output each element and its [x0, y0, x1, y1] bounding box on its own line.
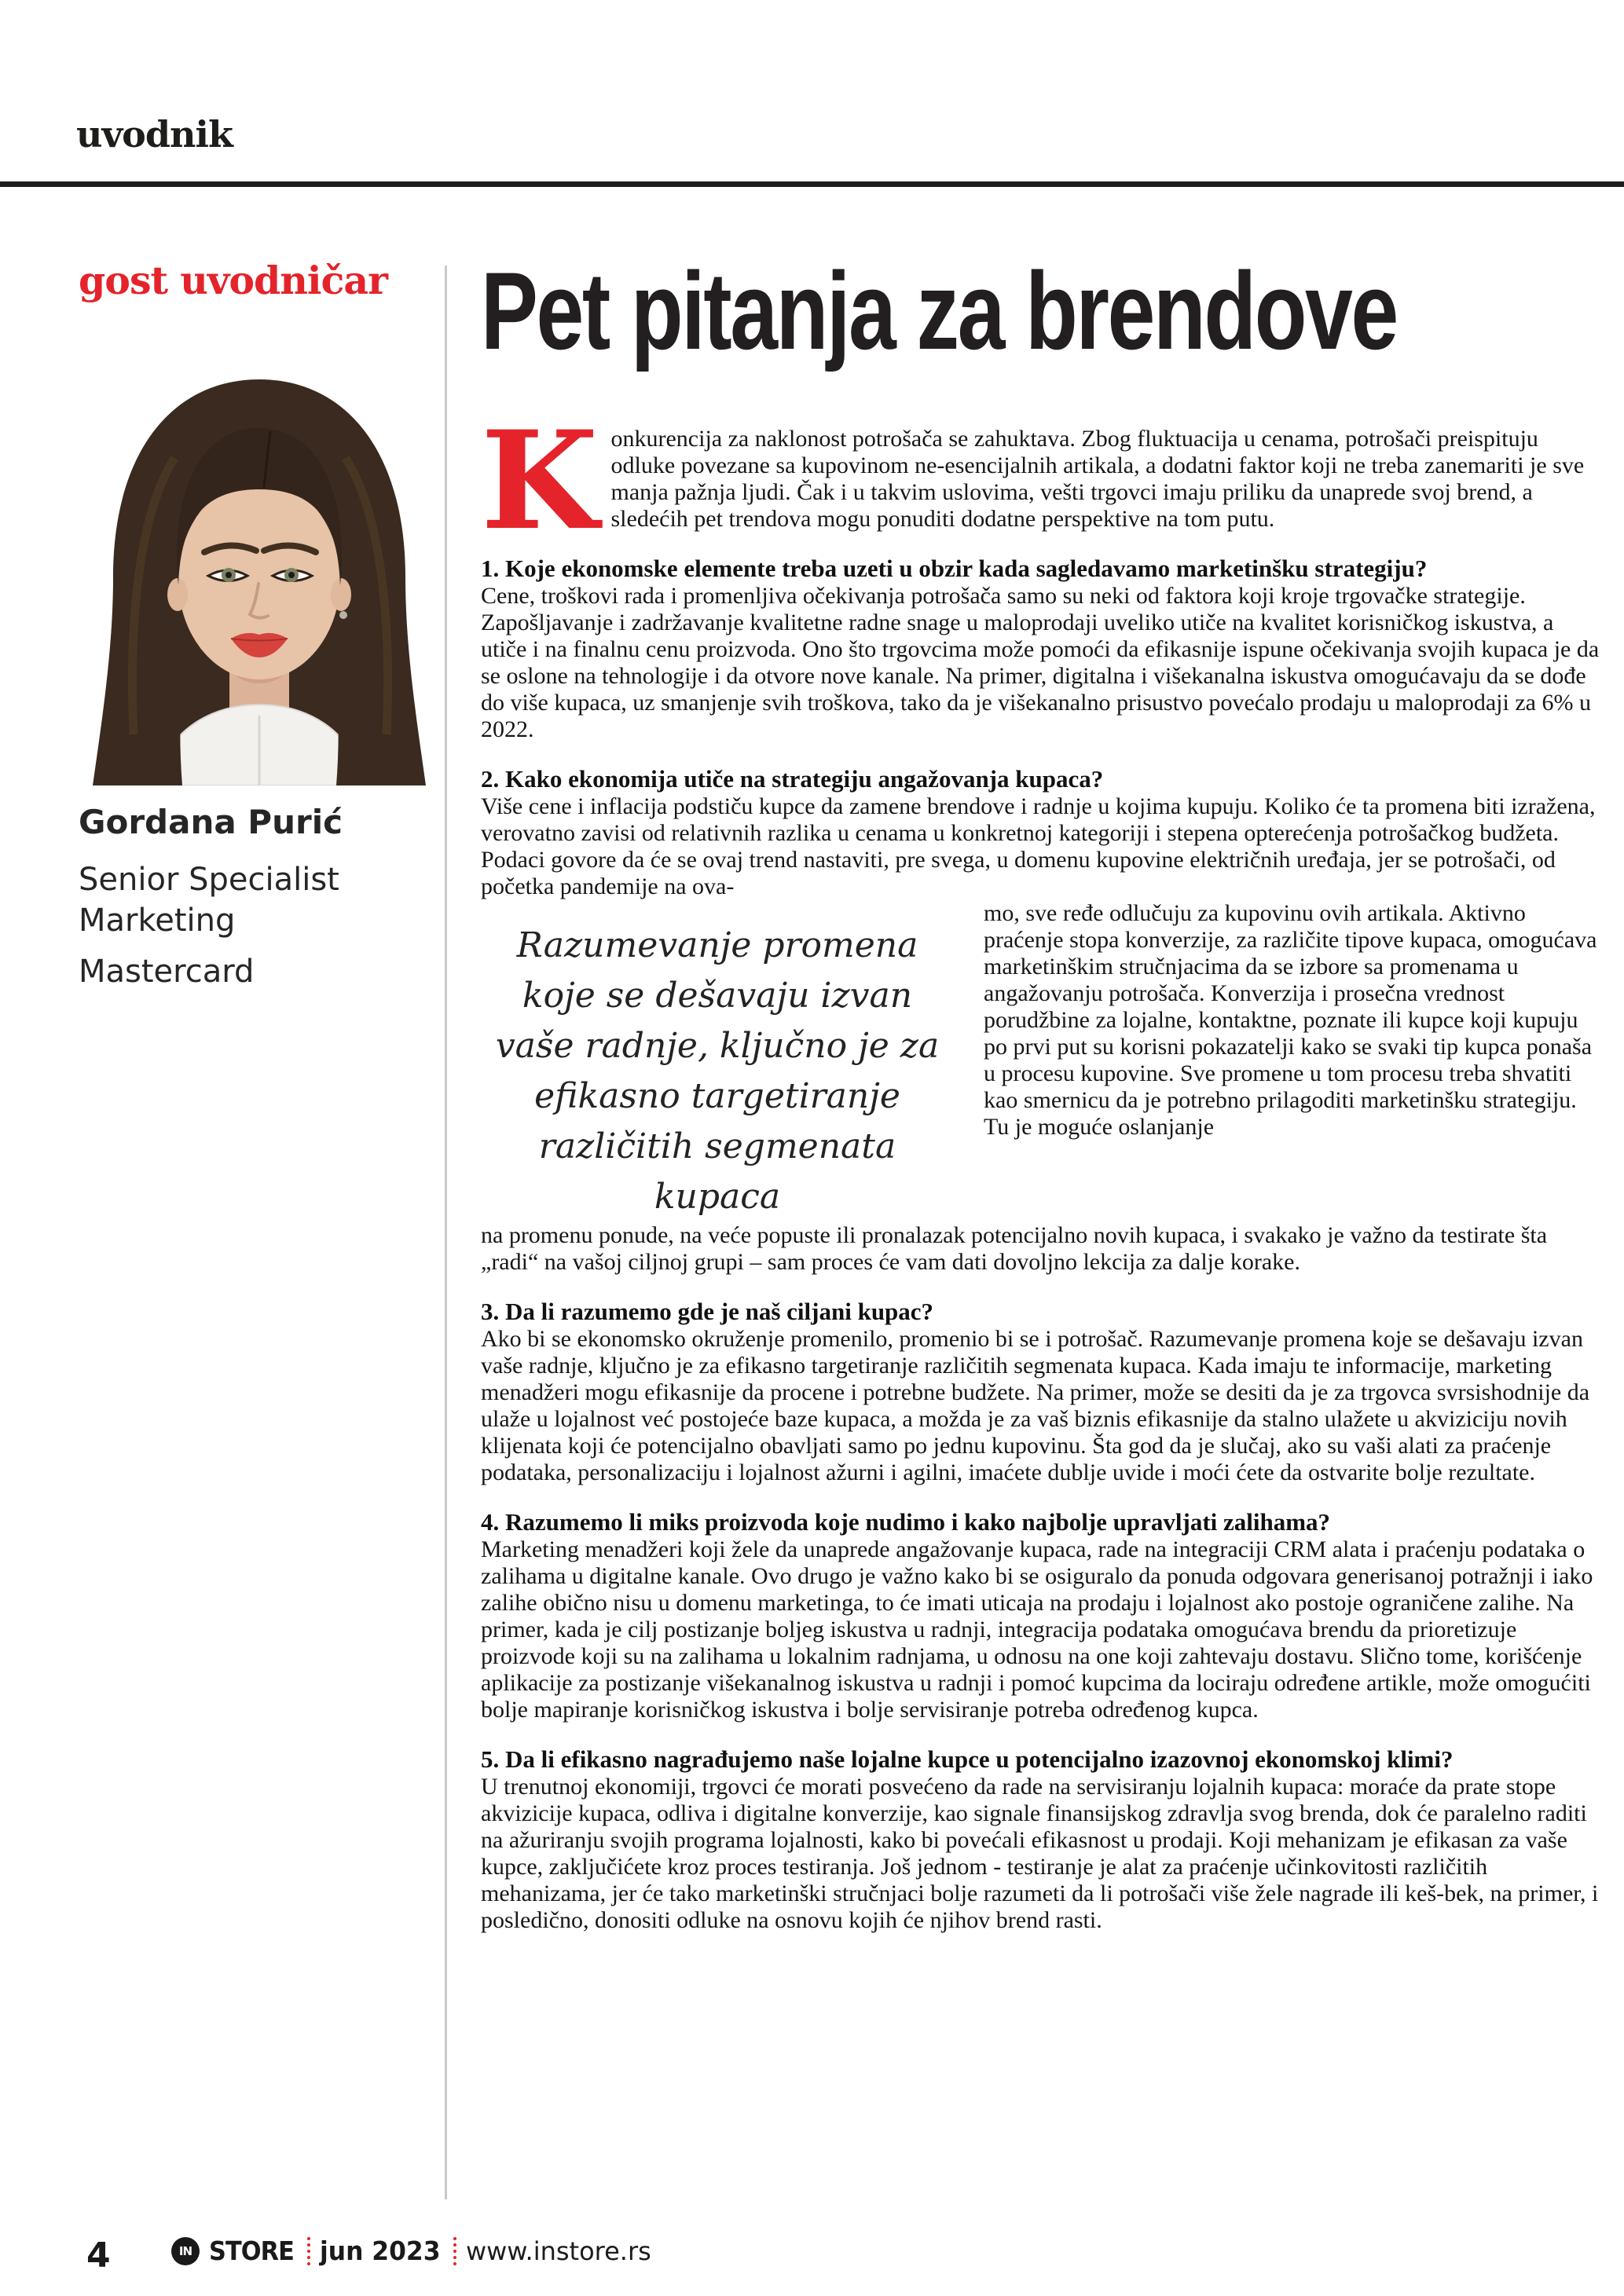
question-4-heading: 4. Razumemo li miks proizvoda koje nudimo i kako najbolje upravljati zalihama?: [481, 1508, 1331, 1536]
pull-quote: Razumevanje promena koje se dešavaju izvan vaše radnje, ključno je za efikasno targetiranje različitih segmenata kupaca: [495, 925, 940, 1217]
author-photo: [79, 350, 440, 785]
author-company: Mastercard: [79, 954, 255, 990]
question-2-body-top: Više cene i inflacija podstiču kupce da zamene brendove i radnje u kojima kupuju. Koliko će ta promena biti izražena, verovatno zavisi od relativnih razlika u cenama u konkretnoj kategoriji i stepena opterećenja potrošačkog budžeta. Podaci govore da će se ovaj trend nastaviti, pre svega, u domenu kupovine električnih uređaja, jer se potrošači, od početka pandemije na ova-: [481, 793, 1596, 899]
column-divider: [445, 265, 447, 2199]
question-2-heading: 2. Kako ekonomija utiče na strategiju angažovanja kupaca?: [481, 765, 1104, 793]
question-2-body-side: mo, sve ređe odlučuju za kupovinu ovih artikala. Aktivno praćenje stopa konverzije, za različite tipove kupaca, omogućava marketinškim stručnjacima da se izbore sa promenama u angažovanju potrošača. Konverzija i prosečna vrednost porudžbine za lojalne, kontaktne, poznate ili kupce koji kupuju po prvi put su korisni pokazatelji kako se svaki tip kupca ponaša u procesu kupovine. Sve promene u tom procesu treba shvatiti kao smernicu da je potrebno prilagoditi marketinšku strategiju. Tu je moguće oslanjanje: [984, 900, 1597, 1140]
instore-logo-icon: IN: [171, 2237, 200, 2265]
website-link[interactable]: www.instore.rs: [465, 2236, 651, 2266]
dropcap-letter: K: [481, 401, 599, 560]
intro-paragraph: [481, 401, 1600, 560]
footer-brand: [171, 2236, 651, 2266]
dotted-separator: [307, 2237, 310, 2265]
kicker-gost-uvodnicar: gost uvodničar: [79, 258, 387, 303]
top-rule-divider: [0, 181, 1624, 187]
author-role: Senior Specialist Marketing: [79, 862, 339, 939]
article: [481, 249, 1600, 1934]
question-5-heading: 5. Da li efikasno nagrađujemo naše lojalne kupce u potencijalno izazovnoj ekonomskoj klimi?: [481, 1745, 1454, 1773]
page-number: 4: [86, 2236, 111, 2276]
article-headline: Pet pitanja za brendove: [481, 249, 1397, 372]
question-5-body: U trenutnoj ekonomiji, trgovci će morati posvećeno da rade na servisiranju lojalnih kupaca: moraće da prate stope akvizicije kupaca, odliva i digitalne konverzije, kao signale finansijskog zdravlja svog brenda, dok će paralelno raditi na ažuriranju svojih programa lojalnosti, kako bi povećali efikasnost u prodaji. Koji mehanizam je efikasan za vaše kupce, zaključićete kroz proces testiranja. Još jednom - testiranje je alat za praćenje učinkovitosti različitih mehanizama, jer će tako marketinški stručnjaci bolje razumeti da li potrošači više žele nagrade ili keš-bek, na primer, i posledično, donositi odluke na osnovu kojih će njihov brend rasti.: [481, 1774, 1599, 1933]
question-1-body: Cene, troškovi rada i promenljiva očekivanja potrošača samo su neki od faktora koji kroje trgovačke strategije. Zapošljavanje i zadržavanje kvalitetne radne snage u maloprodaji uveliko utiče na kvalitet korisničkog iskustva, a utiče i na finalnu cenu proizvoda. Ono što trgovcima može pomoći da efikasnije ispune očekivanja svojih kupaca je da se oslone na tehnologije i da otvore nove kanale. Na primer, digitalna i višekanalna iskustva omogućavaju da se dođe do više kupaca, uz smanjenje svih troškova, tako da je višekanalno prisustvo povećalo prodaju u maloprodaji za 6% u 2022.: [481, 583, 1600, 742]
question-2-body-bottom: na promenu ponude, na veće popuste ili pronalazak potencijalno novih kupaca, i svakako je važno da testirate šta „radi“ na vašoj ciljnoj grupi – sam proces će vam dati dovoljno lekcija za dalje korake.: [481, 1222, 1548, 1275]
brand-store-label: STORE: [209, 2236, 294, 2266]
author-name: Gordana Purić: [79, 803, 343, 841]
question-1-heading: 1. Koje ekonomske elemente treba uzeti u obzir kada sagledavamo marketinšku strategiju?: [481, 555, 1428, 582]
question-3-body: Ako bi se ekonomsko okruženje promenilo, promenio bi se i potrošač. Razumevanje promena koje se dešavaju izvan vaše radnje, ključno je za efikasno targetiranje različitih segmenata kupaca. Kada imaju te informacije, marketing menadžeri mogu efikasnije da procene i potrebne budžete. Na primer, može se desiti da je za trgovca svrsishodnije da ulaže u lojalnost već postojeće baze kupaca, a možda je za vaš biznis efikasnije da stalno ulažete u akviziciju novih klijenata koji će potencijalno obavljati samo po jednu kupovinu. Šta god da je slučaj, ako su vaši alati za praćenje podataka, personalizaciju i lojalnost ažurni i agilni, imaćete dublje uvide i moći ćete da ostvarite bolje rezultate.: [481, 1326, 1590, 1485]
intro-text: onkurencija za naklonost potrošača se zahuktava. Zbog fluktuacija u cenama, potrošači preispituju odluke povezane sa kupovinom ne-esencijalnih artikala, a dodatni faktor koji ne treba zanemariti je sve manja pažnja ljudi. Čak i u takvim uslovima, vešti trgovci imaju priliku da unaprede svoj brend, a sledećih pet trendova mogu ponuditi dodatne perspektive na tom putu.: [610, 426, 1585, 532]
issue-date: jun 2023: [320, 2236, 441, 2266]
question-3-heading: 3. Da li razumemo gde je naš ciljani kupac?: [481, 1298, 934, 1325]
question-4-body: Marketing menadžeri koji žele da unaprede angažovanje kupaca, rade na integraciji CRM alata i praćenju podataka o zalihama u digitalne kanale. Ovo drugo je važno kako bi se osiguralo da ponuda odgovara generisanoj potražnji i iako zalihe obično nisu u domenu marketinga, to će imati uticaja na prodaju i lojalnost ako postoje ograničene zalihe. Na primer, kada je cilj postizanje boljeg iskustva u radnji, integracija podataka omogućava brendu da prioretizuje proizvode koji su na zalihama u lokalnim radnjama, u odnosu na one koji zahtevaju dostavu. Slično tome, korišćenje aplikacije za postizanje višekanalnog iskustva u radnji i pomoć kupcima da lociraju određene artikle, može omogućiti bolje mapiranje korisničkog iskustva i bolje servisiranje potreba određenog kupca.: [481, 1536, 1593, 1723]
section-label: uvodnik: [76, 113, 233, 156]
dotted-separator: [453, 2237, 456, 2265]
question-2-columns: [481, 900, 1600, 1222]
